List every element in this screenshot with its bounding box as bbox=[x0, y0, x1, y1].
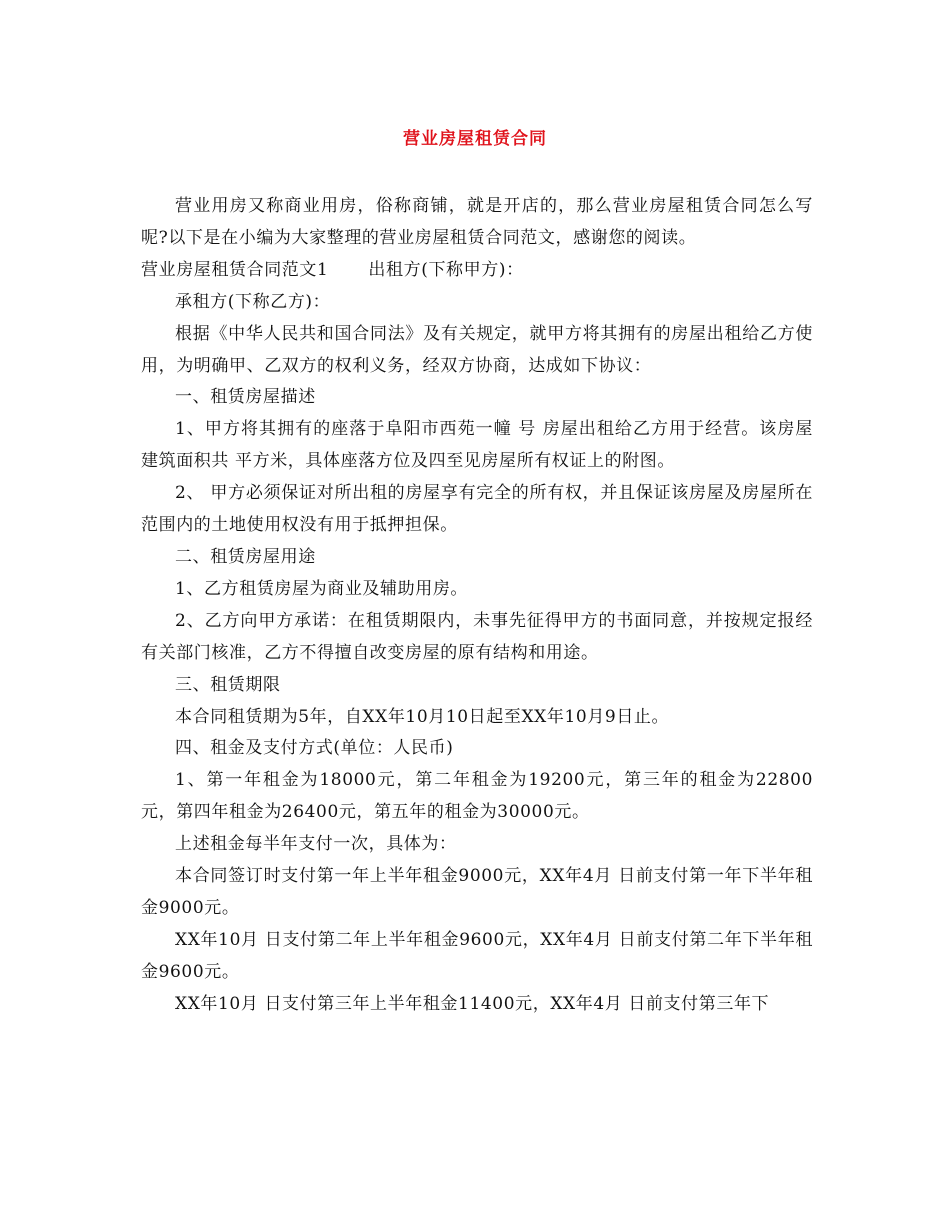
payment-year-3: XX年10月 日支付第三年上半年租金11400元，XX年4月 日前支付第三年下 bbox=[175, 993, 770, 1014]
document-title: 营业房屋租赁合同 bbox=[403, 129, 547, 149]
clause-1-1: 1、甲方将其拥有的座落于阜阳市西苑一幢 号 房屋出租给乙方用于经营。该房屋建筑面积共 平方米，具体座落方位及四至见房屋所有权证上的附图。 bbox=[141, 419, 813, 472]
clause-2-2: 2、乙方向甲方承诺：在租赁期限内，未事先征得甲方的书面同意，并按规定报经有关部门核准，乙方不得擅自改变房屋的原有结构和用途。 bbox=[141, 610, 813, 663]
clause-4-1: 1、第一年租金为18000元，第二年租金为19200元，第三年的租金为22800元，第四年租金为26400元，第五年的租金为30000元。 bbox=[141, 770, 813, 823]
section-heading-3: 三、租赁期限 bbox=[175, 674, 281, 695]
intro-paragraph: 营业用房又称商业用房，俗称商铺，就是开店的，那么营业房屋租赁合同怎么写呢?以下是在小编为大家整理的营业房屋租赁合同范文，感谢您的阅读。 bbox=[141, 196, 813, 248]
section-heading-4: 四、租金及支付方式(单位：人民币) bbox=[175, 738, 454, 759]
payment-year-1: 本合同签订时支付第一年上半年租金9000元，XX年4月 日前支付第一年下半年租金9000元。 bbox=[141, 866, 813, 918]
clause-4-2: 上述租金每半年支付一次，具体为： bbox=[175, 834, 457, 855]
sample-label: 营业房屋租赁合同范文1 bbox=[141, 259, 329, 280]
clause-2-1: 1、乙方租赁房屋为商业及辅助用房。 bbox=[175, 578, 469, 599]
section-heading-2: 二、租赁房屋用途 bbox=[175, 546, 316, 567]
preamble-paragraph: 根据《中华人民共和国合同法》及有关规定，就甲方将其拥有的房屋出租给乙方使用，为明确甲、乙双方的权利义务，经双方协商，达成如下协议： bbox=[141, 323, 813, 376]
sample-heading-line bbox=[141, 255, 813, 287]
lessee-label: 承租方(下称乙方)： bbox=[175, 291, 331, 312]
section-heading-1: 一、租赁房屋描述 bbox=[175, 387, 316, 408]
clause-1-2: 2、 甲方必须保证对所出租的房屋享有完全的所有权，并且保证该房屋及房屋所在范围内的土地使用权没有用于抵押担保。 bbox=[141, 483, 813, 536]
clause-3-1: 本合同租赁期为5年，自XX年10月10日起至XX年10月9日止。 bbox=[175, 706, 670, 727]
payment-year-2: XX年10月 日支付第二年上半年租金9600元，XX年4月 日前支付第二年下半年租金9600元。 bbox=[141, 929, 813, 982]
document-body bbox=[141, 191, 813, 1021]
lessor-label: 出租方(下称甲方)： bbox=[368, 259, 524, 280]
